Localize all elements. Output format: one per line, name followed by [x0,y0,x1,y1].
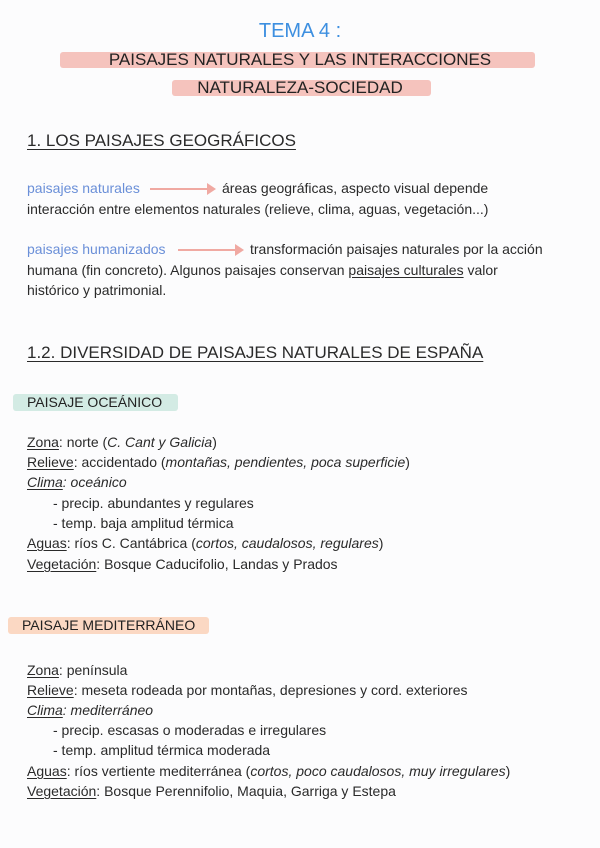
oceanic-clima [27,474,127,490]
human-def-line-3: histórico y patrimonial. [27,282,167,298]
oceanic-relieve [27,454,410,470]
zona-italic: C. Cant y Galicia [107,434,213,450]
clima-label: Clima [27,474,63,490]
med-clima-item-1: - precip. escasas o moderadas e irregulares [53,722,327,738]
relieve-label: Relieve [27,454,74,470]
oceanic-clima-item-1: - precip. abundantes y regulares [53,495,254,511]
human-term: paisajes humanizados [27,241,166,257]
aguas-text: : ríos vertiente mediterránea ( [66,763,251,779]
human-def-text-b: valor [463,262,498,278]
human-landscape-row [27,241,166,257]
arrow-icon [150,188,214,190]
subtitle-line-2: NATURALEZA-SOCIEDAD [197,78,403,97]
clima-label: Clima [27,702,63,718]
oceanic-clima-item-2: - temp. baja amplitud térmica [53,515,234,531]
oceanic-zona [27,434,217,450]
subtitle-line-1: PAISAJES NATURALES Y LAS INTERACCIONES [108,50,492,69]
aguas-end: ) [378,535,384,551]
natural-landscape-row [27,180,140,196]
vegetacion-label: Vegetación [27,783,97,799]
section-heading-2: 1.2. DIVERSIDAD DE PAISAJES NATURALES DE ESPAÑA [27,343,484,362]
aguas-italic: cortos, poco caudalosos, muy irregulares [250,763,506,779]
oceanic-aguas [27,535,383,551]
badge-mediterranean: PAISAJE MEDITERRÁNEO [8,617,209,634]
oceanic-vegetacion [27,556,338,572]
zona-label: Zona [27,434,59,450]
med-clima [27,702,153,718]
relieve-italic: montañas, pendientes, poca superficie [165,454,406,470]
cultural-landscapes-term: paisajes culturales [348,262,464,278]
med-relieve [27,682,467,698]
med-vegetacion [27,783,396,799]
relieve-label: Relieve [27,682,74,698]
aguas-label: Aguas [27,535,67,551]
aguas-label: Aguas [27,763,67,779]
human-def-text-a: humana (fin concreto). Algunos paisajes conservan [27,262,349,278]
med-aguas [27,763,510,779]
clima-text: : oceánico [62,474,127,490]
aguas-end: ) [505,763,511,779]
zona-label: Zona [27,662,59,678]
vegetacion-text: : Bosque Perennifolio, Maquia, Garriga y Estepa [96,783,396,799]
relieve-text: : accidentado ( [73,454,166,470]
section-heading-1: 1. LOS PAISAJES GEOGRÁFICOS [27,131,296,150]
page-title: TEMA 4 : [258,20,342,42]
zona-text: : norte ( [58,434,108,450]
zona-text: : península [58,662,128,678]
med-zona [27,662,127,678]
clima-text: : mediterráneo [62,702,154,718]
human-def-line-2 [27,262,498,278]
natural-term: paisajes naturales [27,180,140,196]
zona-end: ) [212,434,217,450]
aguas-text: : ríos C. Cantábrica ( [66,535,196,551]
relieve-end: ) [405,454,410,470]
vegetacion-label: Vegetación [27,556,97,572]
human-def-line-1: transformación paisajes naturales por la acción [250,241,543,257]
aguas-italic: cortos, caudalosos, regulares [195,535,379,551]
badge-oceanic: PAISAJE OCEÁNICO [13,394,178,411]
vegetacion-text: : Bosque Caducifolio, Landas y Prados [96,556,338,572]
med-clima-item-2: - temp. amplitud térmica moderada [53,742,271,758]
natural-def-line-1: áreas geográficas, aspecto visual depende [222,180,489,196]
natural-def-line-2: interacción entre elementos naturales (relieve, clima, aguas, vegetación...) [27,201,489,217]
arrow-icon [178,249,242,251]
relieve-text: : meseta rodeada por montañas, depresiones y cord. exteriores [73,682,468,698]
